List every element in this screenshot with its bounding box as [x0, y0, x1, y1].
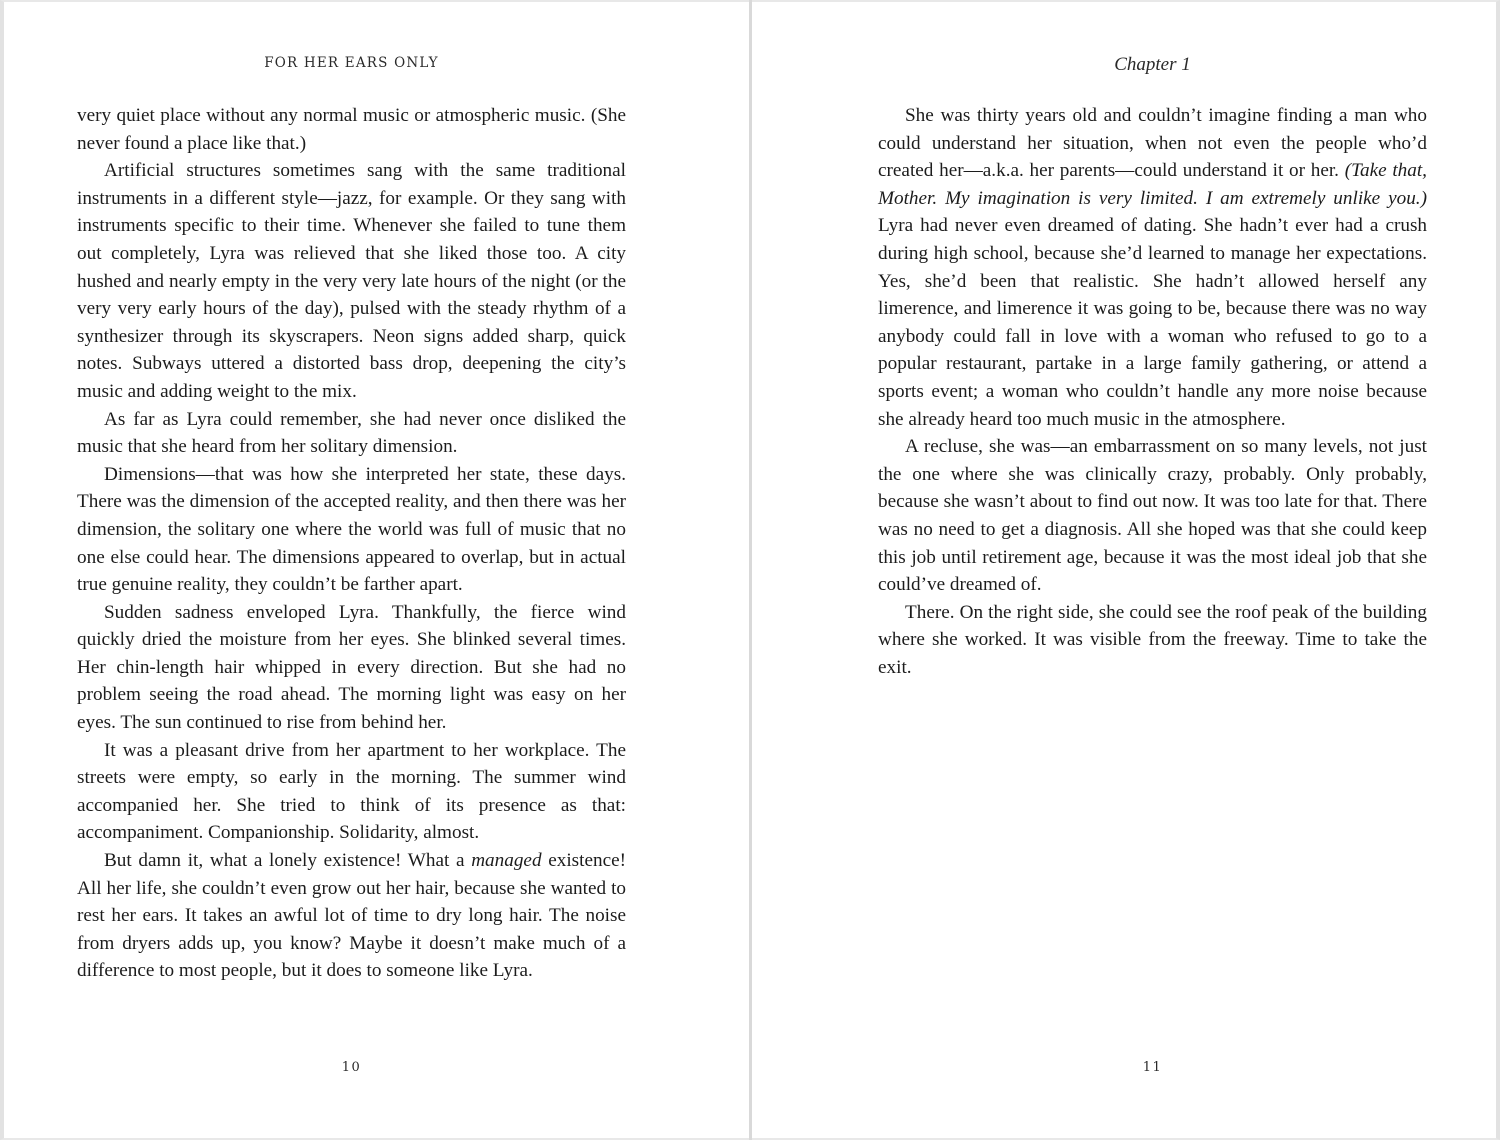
italic-emphasis: managed — [471, 850, 542, 872]
running-head-book-title: FOR HER EARS ONLY — [264, 55, 439, 71]
right-page — [878, 0, 1427, 1140]
page-number: 11 — [1142, 1060, 1163, 1075]
text-run: Lyra had never even dreamed of dating. She hadn’t ever had a crush during high school, because she’d learned to manage her expectations. Yes, she’d been that realistic. She hadn’t allowed herself any limerence, and limerence it was going to be, because there was no way anybody could fall in love with a woman who refused to go to a popular restaurant, partake in a large family gathering, or attend a sports event; a woman who couldn’t handle any more noise because she already heard too much music in the atmosphere. — [878, 215, 1427, 430]
paragraph: Sudden sadness enveloped Lyra. Thankfully, the fierce wind quickly dried the moisture from her eyes. She blinked several times. Her chin-length hair whipped in every direction. But she had no problem seeing the road ahead. The morning light was easy on her eyes. The sun continued to rise from behind her. — [77, 601, 626, 734]
book-gutter — [749, 0, 752, 1140]
right-page-body — [878, 102, 1427, 681]
paragraph: A recluse, she was—an embarrassment on so many levels, not just the one where she was clinically crazy, probably. Only probably, because she wasn’t about to find out now. It was too late for that. There was no need to get a diagnosis. All she hoped was that she could keep this job until retirement age, because it was the most ideal job that she could’ve dreamed of. — [878, 436, 1427, 596]
left-page-body — [77, 102, 626, 985]
text-run: She was thirty years old and couldn’t imagine finding a man who could understand her situation, when not even the people who’d created her—a.k.a. her parents—could understand it or her. — [878, 105, 1427, 182]
paragraph: very quiet place without any normal music or atmospheric music. (She never found a place like that.) — [77, 105, 626, 154]
left-page — [77, 0, 626, 1140]
paragraph: Dimensions—that was how she interpreted her state, these days. There was the dimension of the accepted reality, and then there was her dimension, the solitary one where the world was full of music that no one else could hear. The dimensions appeared to overlap, but in actual true genuine reality, they couldn’t be farther apart. — [77, 463, 626, 596]
running-head-chapter: Chapter 1 — [1114, 54, 1191, 75]
paragraph — [77, 847, 626, 985]
page-number: 10 — [341, 1060, 362, 1075]
text-run: But damn it, what a lonely existence! What a — [104, 850, 472, 872]
paragraph: As far as Lyra could remember, she had never once disliked the music that she heard from her solitary dimension. — [77, 408, 626, 458]
text-run: existence! All her life, she couldn’t even grow out her hair, because she wanted to rest her ears. It takes an awful lot of time to dry long hair. The noise from dryers adds up, you know? Maybe it doesn’t make much of a difference to most people, but it does to someone like Lyra. — [77, 850, 626, 982]
paragraph: Artificial structures sometimes sang with the same traditional instruments in a different style—jazz, for example. Or they sang with instruments specific to their time. Whenever she failed to tune them out completely, Lyra was relieved that she liked those too. A city hushed and nearly empty in the very very late hours of the night (or the very very early hours of the day), pulsed with the steady rhythm of a synthesizer through its skyscrapers. Neon signs added sharp, quick notes. Subways uttered a distorted bass drop, deepening the city’s music and adding weight to the mix. — [77, 160, 626, 402]
paragraph: It was a pleasant drive from her apartment to her workplace. The streets were empty, so early in the morning. The summer wind accompanied her. She tried to think of its presence as that: accompaniment. Companionship. Solidarity, almost. — [77, 739, 626, 844]
paragraph — [878, 102, 1427, 433]
paragraph: There. On the right side, she could see the roof peak of the building where she worked. It was visible from the freeway. Time to take the exit. — [878, 601, 1427, 678]
italic-aside: (Take that, Mother. My imagination is very limited. I am extremely unlike you.) — [878, 160, 1427, 209]
